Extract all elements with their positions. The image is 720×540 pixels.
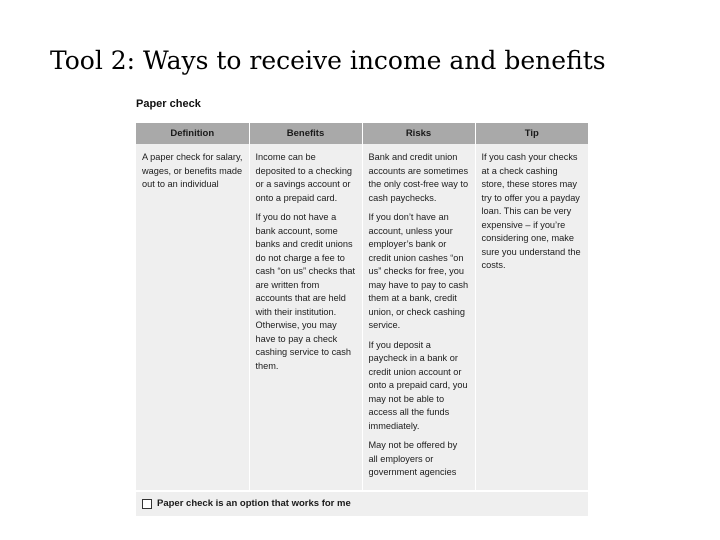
option-checkbox-label: Paper check is an option that works for me: [157, 498, 351, 509]
paper-check-table-container: [136, 123, 588, 516]
option-checkbox-row[interactable]: [136, 492, 588, 516]
benefits-paragraph: Income can be deposited to a checking or a savings account or onto a prepaid card.: [255, 152, 353, 203]
table-row: [136, 144, 588, 490]
header-benefits: Benefits: [249, 123, 362, 144]
header-tip: Tip: [475, 123, 588, 144]
benefits-cell: [249, 144, 362, 490]
header-definition: Definition: [136, 123, 249, 144]
paper-check-table: [136, 123, 588, 490]
tip-cell: [475, 144, 588, 490]
table-header-row: [136, 123, 588, 144]
section-title: Paper check: [136, 98, 201, 110]
header-risks: Risks: [362, 123, 475, 144]
tip-paragraph: If you cash your checks at a check cashing store, these stores may try to offer you a payday loan. This can be very expensive – if you’re considering one, make sure you understand the costs.: [481, 152, 581, 270]
risks-cell: [362, 144, 475, 490]
definition-text: A paper check for salary, wages, or benefits made out to an individual: [142, 152, 243, 189]
risks-paragraph: May not be offered by all employers or government agencies: [368, 440, 458, 477]
risks-paragraph: Bank and credit union accounts are sometimes the only cost-free way to cash paychecks.: [368, 152, 469, 203]
definition-cell: [136, 144, 249, 490]
risks-paragraph: If you deposit a paycheck in a bank or credit union account or onto a prepaid card, you may not be able to access all the funds immediately.: [368, 339, 468, 431]
benefits-paragraph: If you do not have a bank account, some banks and credit unions do not charge a fee to cash “on us” checks that are written from accounts that are held with their institution. Otherwise, you may have to pay a check cashing service to cash them.: [255, 212, 356, 371]
risks-paragraph: If you don’t have an account, unless your employer’s bank or credit union cashes “on us” checks for free, you may have to pay to cash them at a bank, credit union, or check cashing service.: [368, 212, 469, 330]
slide-title: Tool 2: Ways to receive income and benefits: [50, 46, 606, 75]
option-checkbox[interactable]: [142, 499, 152, 509]
